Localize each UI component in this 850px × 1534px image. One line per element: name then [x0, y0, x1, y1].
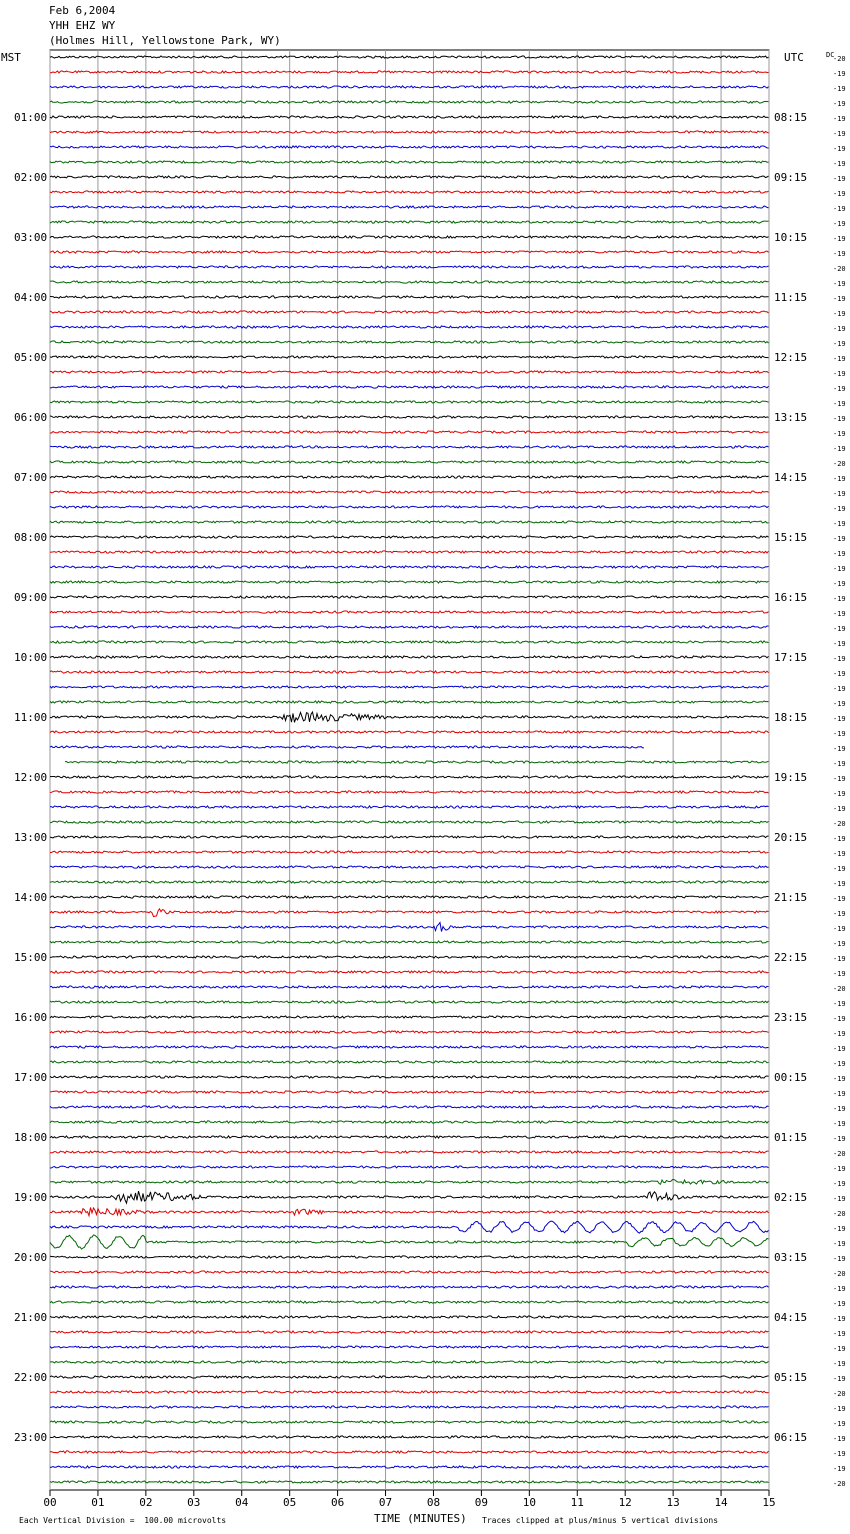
- x-tick-label: 03: [187, 1496, 201, 1509]
- seismic-trace: [50, 251, 769, 253]
- dc-offset-label: -19: [833, 970, 846, 978]
- left-hour-label: 16:00: [14, 1011, 48, 1024]
- dc-offset-label: -19: [833, 445, 846, 453]
- dc-offset-label: -19: [833, 1300, 846, 1308]
- left-hour-label: 08:00: [14, 531, 48, 544]
- seismic-trace: [50, 1121, 769, 1123]
- left-hour-label: 22:00: [14, 1371, 48, 1384]
- x-tick-label: 08: [426, 1496, 441, 1509]
- right-hour-label: 13:15: [774, 411, 808, 424]
- x-tick-label: 09: [474, 1496, 489, 1509]
- left-hour-label: 11:00: [14, 711, 48, 724]
- seismic-trace: [50, 1061, 769, 1063]
- seismic-trace: [50, 1136, 769, 1138]
- seismic-trace: [50, 581, 769, 583]
- left-hour-label: 12:00: [14, 771, 48, 784]
- dc-offset-label: -19: [833, 1285, 846, 1293]
- seismic-trace: [50, 712, 769, 722]
- seismic-trace: [50, 491, 769, 493]
- dc-offset-label: -19: [833, 1045, 846, 1053]
- seismic-trace: [50, 101, 769, 103]
- right-axis-label: UTC: [784, 51, 804, 64]
- dc-offset-label: -19: [833, 625, 846, 633]
- station-code: YHH EHZ WY: [49, 19, 116, 32]
- seismic-trace: [50, 909, 769, 917]
- dc-offset-label: -20: [833, 460, 846, 468]
- seismic-trace: [50, 896, 769, 898]
- x-tick-label: 07: [378, 1496, 393, 1509]
- dc-header: DC: [826, 51, 835, 59]
- dc-offset-label: -19: [833, 340, 846, 348]
- seismic-trace: [50, 1076, 769, 1078]
- right-hour-label: 09:15: [774, 171, 808, 184]
- dc-offset-label: -19: [833, 1225, 846, 1233]
- left-axis-label: MST: [1, 51, 21, 64]
- seismic-trace: [50, 1421, 769, 1423]
- seismic-trace: [50, 131, 769, 133]
- dc-offset-label: -20: [833, 1480, 846, 1488]
- dc-offset-label: -19: [833, 700, 846, 708]
- seismic-trace: [50, 1191, 769, 1203]
- dc-offset-label: -20: [833, 265, 846, 273]
- seismic-trace: [50, 461, 769, 463]
- right-hour-label: 05:15: [774, 1371, 808, 1384]
- seismic-trace: [50, 431, 769, 433]
- seismic-trace: [50, 506, 769, 508]
- seismic-trace: [50, 1271, 769, 1273]
- seismic-trace: [65, 761, 769, 763]
- dc-offset-label: -20: [833, 820, 846, 828]
- dc-offset-label: -19: [833, 355, 846, 363]
- x-axis-title: TIME (MINUTES): [374, 1512, 467, 1525]
- seismic-trace: [50, 56, 769, 58]
- dc-offset-label: -19: [833, 520, 846, 528]
- dc-offset-label: -19: [833, 1165, 846, 1173]
- dc-offset-label: -19: [833, 775, 846, 783]
- seismic-trace: [50, 746, 644, 748]
- seismic-trace: [50, 356, 769, 358]
- right-hour-label: 17:15: [774, 651, 808, 664]
- station-location: (Holmes Hill, Yellowstone Park, WY): [49, 34, 281, 47]
- left-hour-label: 06:00: [14, 411, 48, 424]
- seismic-trace: [50, 1286, 769, 1288]
- dc-offset-label: -19: [833, 730, 846, 738]
- dc-offset-label: -19: [833, 1405, 846, 1413]
- dc-offset-label: -19: [833, 310, 846, 318]
- right-hour-label: 20:15: [774, 831, 808, 844]
- dc-offset-label: -19: [833, 385, 846, 393]
- dc-offset-label: -19: [833, 1075, 846, 1083]
- right-hour-label: 02:15: [774, 1191, 808, 1204]
- seismic-trace: [50, 881, 769, 883]
- dc-offset-label: -19: [833, 835, 846, 843]
- seismic-trace: [50, 1436, 769, 1438]
- dc-offset-label: -19: [833, 145, 846, 153]
- dc-offset-label: -19: [833, 490, 846, 498]
- dc-offset-label: -19: [833, 865, 846, 873]
- dc-offset-label: -20: [833, 1270, 846, 1278]
- seismic-trace: [50, 311, 769, 313]
- seismic-trace: [50, 671, 769, 673]
- x-tick-label: 05: [283, 1496, 297, 1509]
- seismic-trace: [50, 611, 769, 613]
- dc-offset-label: -19: [833, 430, 846, 438]
- seismic-trace: [50, 116, 769, 118]
- dc-offset-label: -19: [833, 535, 846, 543]
- seismic-trace: [50, 551, 769, 553]
- scale-note: Each Vertical Division = 100.00 microvolts: [19, 1516, 227, 1525]
- dc-offset-label: -19: [833, 190, 846, 198]
- dc-offset-label: -19: [833, 805, 846, 813]
- seismic-trace: [50, 206, 769, 208]
- left-hour-label: 23:00: [14, 1431, 48, 1444]
- dc-offset-label: -19: [833, 295, 846, 303]
- dc-offset-label: -19: [833, 610, 846, 618]
- dc-offset-label: -19: [833, 1375, 846, 1383]
- dc-offset-label: -19: [833, 85, 846, 93]
- dc-offset-label: -19: [833, 1090, 846, 1098]
- seismic-trace: [50, 686, 769, 688]
- seismic-trace: [50, 641, 769, 643]
- seismic-trace: [50, 281, 769, 283]
- dc-offset-label: -19: [833, 1240, 846, 1248]
- seismic-trace: [50, 806, 769, 808]
- dc-offset-label: -19: [833, 250, 846, 258]
- dc-offset-label: -19: [833, 910, 846, 918]
- seismic-trace: [50, 266, 769, 268]
- seismic-trace: [50, 956, 769, 958]
- seismic-trace: [50, 1481, 769, 1483]
- seismic-trace: [50, 1466, 769, 1468]
- right-hour-label: 23:15: [774, 1011, 808, 1024]
- seismic-trace: [50, 1406, 769, 1408]
- dc-offset-label: -19: [833, 1360, 846, 1368]
- seismic-trace: [50, 221, 769, 223]
- left-hour-label: 09:00: [14, 591, 48, 604]
- x-tick-label: 02: [139, 1496, 153, 1509]
- left-hour-label: 21:00: [14, 1311, 48, 1324]
- dc-offset-label: -19: [833, 1345, 846, 1353]
- dc-offset-label: -19: [833, 475, 846, 483]
- dc-offset-label: -19: [833, 505, 846, 513]
- dc-offset-label: -19: [833, 1120, 846, 1128]
- seismic-trace: [50, 596, 769, 598]
- x-tick-label: 06: [330, 1496, 345, 1509]
- right-hour-label: 11:15: [774, 291, 808, 304]
- dc-offset-label: -19: [833, 1450, 846, 1458]
- left-hour-label: 01:00: [14, 111, 48, 124]
- dc-offset-label: -19: [833, 1000, 846, 1008]
- dc-offset-label: -19: [833, 220, 846, 228]
- seismic-trace: [50, 941, 769, 943]
- seismic-trace: [50, 341, 769, 343]
- dc-offset-label: -19: [833, 1060, 846, 1068]
- dc-offset-label: -19: [833, 1195, 846, 1203]
- seismic-trace: [50, 1046, 769, 1048]
- seismic-trace: [50, 731, 769, 733]
- dc-offset-label: -19: [833, 1030, 846, 1038]
- seismic-trace: [50, 326, 769, 328]
- x-tick-label: 15: [762, 1496, 776, 1509]
- seismic-trace: [50, 821, 769, 823]
- seismic-trace: [50, 446, 769, 448]
- dc-offset-label: -20: [833, 985, 846, 993]
- seismic-trace: [50, 1016, 769, 1018]
- right-hour-label: 08:15: [774, 111, 808, 124]
- dc-offset-label: -19: [833, 685, 846, 693]
- right-hour-label: 14:15: [774, 471, 808, 484]
- right-hour-label: 06:15: [774, 1431, 808, 1444]
- left-hour-label: 20:00: [14, 1251, 48, 1264]
- seismic-trace: [50, 386, 769, 388]
- left-hour-label: 13:00: [14, 831, 48, 844]
- left-hour-label: 04:00: [14, 291, 48, 304]
- x-tick-label: 11: [570, 1496, 584, 1509]
- seismic-trace: [50, 1235, 769, 1249]
- dc-offset-label: -19: [833, 1180, 846, 1188]
- seismic-trace: [50, 86, 769, 88]
- dc-offset-label: -19: [833, 760, 846, 768]
- seismic-trace: [50, 1221, 769, 1233]
- dc-offset-label: -19: [833, 1105, 846, 1113]
- seismic-trace: [50, 296, 769, 298]
- seismic-trace: [50, 401, 769, 403]
- seismic-trace: [50, 1376, 769, 1378]
- seismic-trace: [50, 536, 769, 538]
- dc-offset-label: -19: [833, 1015, 846, 1023]
- dc-offset-label: -19: [833, 235, 846, 243]
- x-tick-label: 14: [714, 1496, 728, 1509]
- right-hour-label: 18:15: [774, 711, 808, 724]
- seismic-trace: [50, 1391, 769, 1393]
- x-tick-label: 01: [91, 1496, 105, 1509]
- x-tick-label: 13: [666, 1496, 680, 1509]
- dc-offset-label: -19: [833, 565, 846, 573]
- seismic-trace: [50, 1151, 769, 1153]
- seismic-trace: [50, 923, 769, 932]
- plot-date: Feb 6,2004: [49, 4, 116, 17]
- x-tick-label: 04: [235, 1496, 249, 1509]
- seismic-trace: [50, 1208, 769, 1216]
- seismic-trace: [50, 1001, 769, 1003]
- seismic-trace: [50, 701, 769, 703]
- right-hour-label: 21:15: [774, 891, 808, 904]
- dc-offset-label: -19: [833, 1435, 846, 1443]
- right-hour-label: 03:15: [774, 1251, 808, 1264]
- dc-offset-label: -19: [833, 880, 846, 888]
- dc-offset-label: -19: [833, 1255, 846, 1263]
- right-hour-label: 22:15: [774, 951, 808, 964]
- left-hour-label: 02:00: [14, 171, 48, 184]
- seismic-trace: [50, 791, 769, 793]
- seismic-trace: [50, 71, 769, 73]
- seismic-trace: [50, 371, 769, 373]
- x-tick-label: 00: [43, 1496, 57, 1509]
- seismic-trace: [50, 236, 769, 238]
- seismic-trace: [50, 161, 769, 163]
- dc-offset-label: -19: [833, 1330, 846, 1338]
- seismic-trace: [50, 1091, 769, 1093]
- dc-offset-label: -19: [833, 595, 846, 603]
- seismic-trace: [50, 836, 769, 838]
- left-hour-label: 15:00: [14, 951, 48, 964]
- seismic-trace: [50, 1316, 769, 1318]
- seismic-trace: [50, 416, 769, 418]
- dc-offset-label: -19: [833, 400, 846, 408]
- dc-offset-label: -19: [833, 670, 846, 678]
- right-hour-label: 04:15: [774, 1311, 808, 1324]
- left-hour-label: 14:00: [14, 891, 48, 904]
- right-hour-label: 01:15: [774, 1131, 808, 1144]
- seismic-trace: [50, 776, 769, 778]
- dc-offset-label: -19: [833, 850, 846, 858]
- dc-offset-label: -19: [833, 325, 846, 333]
- dc-offset-label: -20: [833, 1210, 846, 1218]
- right-hour-label: 00:15: [774, 1071, 808, 1084]
- right-hour-label: 19:15: [774, 771, 808, 784]
- left-hour-label: 05:00: [14, 351, 48, 364]
- dc-offset-label: -19: [833, 280, 846, 288]
- dc-offset-label: -19: [833, 550, 846, 558]
- seismic-trace: [50, 1166, 769, 1168]
- left-hour-label: 18:00: [14, 1131, 48, 1144]
- seismic-trace: [50, 1331, 769, 1333]
- seismic-trace: [50, 866, 769, 868]
- left-hour-label: 19:00: [14, 1191, 48, 1204]
- dc-offset-label: -19: [833, 1135, 846, 1143]
- seismic-trace: [50, 1031, 769, 1033]
- dc-offset-label: -19: [833, 130, 846, 138]
- seismic-trace: [50, 476, 769, 478]
- seismic-trace: [50, 986, 769, 988]
- dc-offset-label: -19: [833, 925, 846, 933]
- dc-offset-label: -20: [833, 55, 846, 63]
- right-hour-label: 12:15: [774, 351, 808, 364]
- seismic-trace: [50, 1180, 769, 1185]
- dc-offset-label: -19: [833, 415, 846, 423]
- right-hour-label: 15:15: [774, 531, 808, 544]
- seismic-trace: [50, 1451, 769, 1453]
- dc-offset-label: -19: [833, 940, 846, 948]
- dc-offset-label: -19: [833, 370, 846, 378]
- seismic-trace: [50, 851, 769, 853]
- dc-offset-label: -19: [833, 790, 846, 798]
- dc-offset-label: -19: [833, 655, 846, 663]
- left-hour-label: 07:00: [14, 471, 48, 484]
- left-hour-label: 10:00: [14, 651, 48, 664]
- dc-offset-label: -19: [833, 70, 846, 78]
- x-tick-label: 10: [522, 1496, 536, 1509]
- seismic-trace: [50, 1346, 769, 1348]
- dc-offset-label: -19: [833, 895, 846, 903]
- dc-offset-label: -19: [833, 1420, 846, 1428]
- dc-offset-label: -19: [833, 100, 846, 108]
- dc-offset-label: -19: [833, 205, 846, 213]
- clip-note: Traces clipped at plus/minus 5 vertical divisions: [482, 1516, 719, 1525]
- dc-offset-label: -19: [833, 580, 846, 588]
- dc-offset-label: -20: [833, 1150, 846, 1158]
- dc-offset-label: -19: [833, 715, 846, 723]
- seismic-trace: [50, 521, 769, 523]
- dc-offset-label: -19: [833, 1315, 846, 1323]
- dc-offset-label: -19: [833, 115, 846, 123]
- dc-offset-label: -19: [833, 1465, 846, 1473]
- right-hour-label: 10:15: [774, 231, 808, 244]
- dc-offset-label: -19: [833, 175, 846, 183]
- dc-offset-label: -19: [833, 640, 846, 648]
- seismic-trace: [50, 146, 769, 148]
- seismic-trace: [50, 656, 769, 658]
- seismic-trace: [50, 1256, 769, 1258]
- dc-offset-label: -20: [833, 1390, 846, 1398]
- left-hour-label: 17:00: [14, 1071, 48, 1084]
- dc-offset-label: -19: [833, 160, 846, 168]
- dc-offset-label: -19: [833, 745, 846, 753]
- seismic-trace: [50, 176, 769, 178]
- right-hour-label: 16:15: [774, 591, 808, 604]
- seismic-trace: [50, 1106, 769, 1108]
- seismic-trace: [50, 1361, 769, 1363]
- seismic-trace: [50, 626, 769, 628]
- x-tick-label: 12: [618, 1496, 632, 1509]
- seismic-trace: [50, 971, 769, 973]
- dc-offset-label: -19: [833, 955, 846, 963]
- seismic-trace: [50, 191, 769, 193]
- seismic-trace: [50, 566, 769, 568]
- left-hour-label: 03:00: [14, 231, 48, 244]
- seismic-trace: [50, 1301, 769, 1303]
